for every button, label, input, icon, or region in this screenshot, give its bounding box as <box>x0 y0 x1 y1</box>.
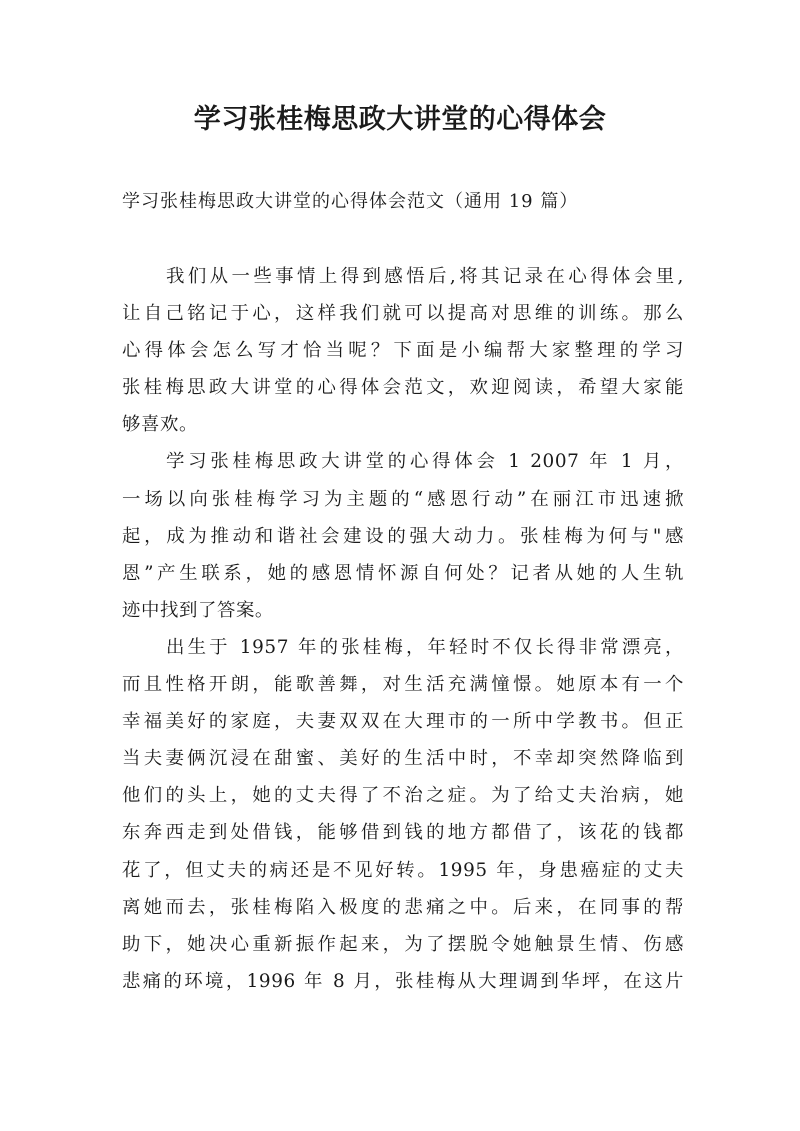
paragraph-line: 学习张桂梅思政大讲堂的心得体会 1 2007 年 1 月， <box>166 451 684 473</box>
paragraph-line: 悲痛的环境，1996 年 8 月，张桂梅从大理调到华坪，在这片 <box>122 970 684 992</box>
document-body <box>122 258 684 1000</box>
paragraph-essay-1-opening <box>122 443 684 628</box>
paragraph-line: 让自己铭记于心，这样我们就可以提高对思维的训练。那么 <box>122 303 684 325</box>
paragraph-line: 而且性格开朗，能歌善舞，对生活充满憧憬。她原本有一个 <box>122 674 684 696</box>
paragraph-line: 他们的头上，她的丈夫得了不治之症。为了给丈夫治病，她 <box>122 785 684 807</box>
document-subtitle: 学习张桂梅思政大讲堂的心得体会范文（通用 19 篇） <box>122 191 579 212</box>
paragraph-line: 我们从一些事情上得到感悟后,将其记录在心得体会里, <box>166 266 684 287</box>
paragraph-line: 离她而去，张桂梅陷入极度的悲痛之中。后来，在同事的帮 <box>122 896 684 918</box>
paragraph-intro <box>122 258 684 443</box>
paragraph-line: 出生于 1957 年的张桂梅，年轻时不仅长得非常漂亮， <box>166 636 684 658</box>
paragraph-line: 一场以向张桂梅学习为主题的“感恩行动”在丽江市迅速掀 <box>122 488 684 510</box>
paragraph-line: 心得体会怎么写才恰当呢？下面是小编帮大家整理的学习 <box>122 340 684 362</box>
paragraph-line: 花了，但丈夫的病还是不见好转。1995 年，身患癌症的丈夫 <box>122 859 684 881</box>
paragraph-line: 恩”产生联系，她的感恩情怀源自何处？记者从她的人生轨 <box>122 562 684 584</box>
paragraph-line: 起，成为推动和谐社会建设的强大动力。张桂梅为何与"感 <box>122 525 684 547</box>
paragraph-line: 张桂梅思政大讲堂的心得体会范文，欢迎阅读，希望大家能 <box>122 377 684 399</box>
paragraph-line: 东奔西走到处借钱，能够借到钱的地方都借了，该花的钱都 <box>122 822 684 844</box>
paragraph-line: 迹中找到了答案。 <box>122 599 274 621</box>
paragraph-line: 当夫妻俩沉浸在甜蜜、美好的生活中时，不幸却突然降临到 <box>122 748 684 770</box>
paragraph-line: 够喜欢。 <box>122 414 198 436</box>
paragraph-biography <box>122 629 684 1000</box>
paragraph-line: 助下，她决心重新振作起来，为了摆脱令她触景生情、伤感 <box>122 933 684 955</box>
document-title: 学习张桂梅思政大讲堂的心得体会 <box>193 104 607 135</box>
paragraph-line: 幸福美好的家庭，夫妻双双在大理市的一所中学教书。但正 <box>122 711 684 733</box>
